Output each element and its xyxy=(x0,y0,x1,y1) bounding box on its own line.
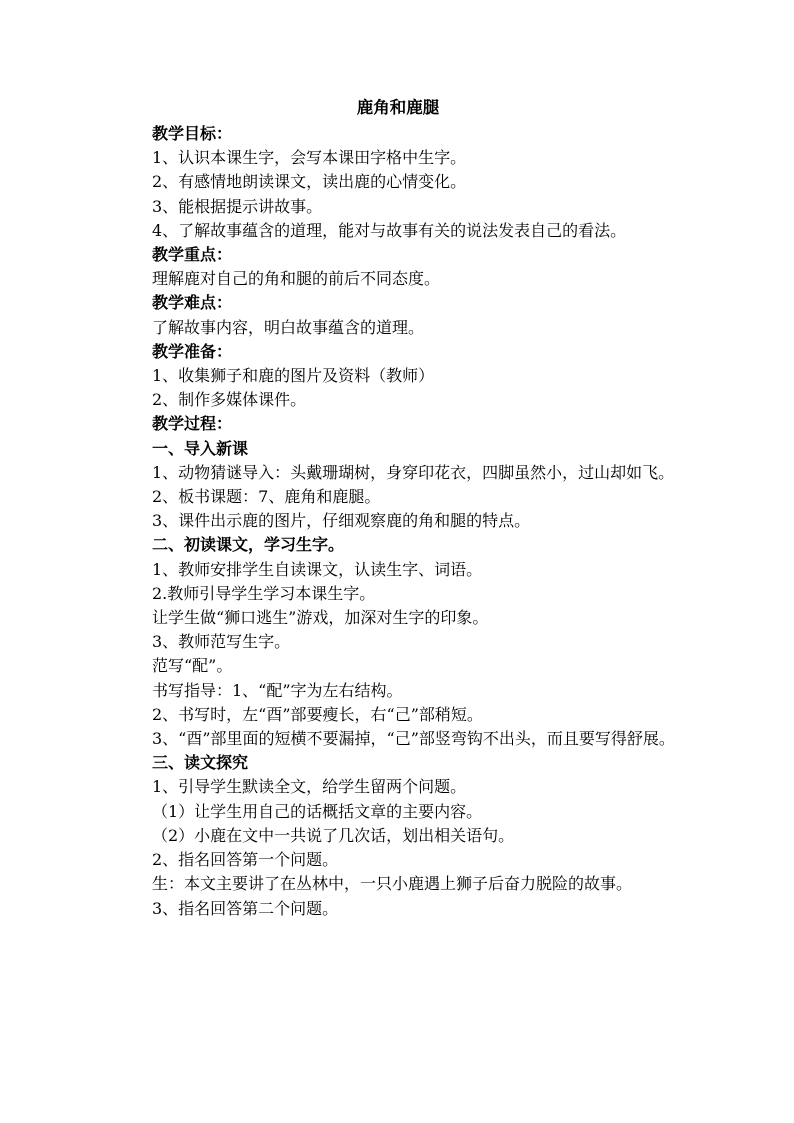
paragraph-line: 理解鹿对自己的角和腿的前后不同态度。 xyxy=(152,269,441,289)
paragraph-line: 2、板书课题：7、鹿角和鹿腿。 xyxy=(152,487,381,507)
paragraph-line: 书写指导：1、“配”字为左右结构。 xyxy=(152,680,403,700)
section-heading: 教学准备： xyxy=(152,341,233,361)
section-heading: 教学难点： xyxy=(152,293,233,313)
paragraph-line: 1、动物猜谜导入：头戴珊瑚树，身穿印花衣，四脚虽然小，过山却如飞。 xyxy=(152,462,675,482)
paragraph-line: 范写“配”。 xyxy=(152,656,233,676)
paragraph-line: 3、指名回答第二个问题。 xyxy=(152,898,339,918)
paragraph-line: 1、教师安排学生自读课文，认读生字、词语。 xyxy=(152,559,483,579)
section-heading: 一、导入新课 xyxy=(152,438,249,458)
paragraph-line: 1、引导学生默读全文，给学生留两个问题。 xyxy=(152,777,467,797)
section-heading: 二、初读课文，学习生字。 xyxy=(152,535,345,555)
document-title: 鹿角和鹿腿 xyxy=(356,98,440,117)
section-heading: 教学过程： xyxy=(152,414,233,434)
section-heading: 教学重点： xyxy=(152,245,233,265)
paragraph-line: 2.教师引导学生学习本课生字。 xyxy=(152,583,376,603)
paragraph-line: 让学生做“狮口逃生”游戏，加深对生字的印象。 xyxy=(152,608,489,628)
paragraph-line: 3、能根据提示讲故事。 xyxy=(152,196,323,216)
paragraph-line: 2、指名回答第一个问题。 xyxy=(152,850,339,870)
paragraph-line: （1）让学生用自己的话概括文章的主要内容。 xyxy=(152,801,483,821)
paragraph-line: 3、教师范写生字。 xyxy=(152,632,291,652)
paragraph-line: 2、有感情地朗读课文，读出鹿的心情变化。 xyxy=(152,172,467,192)
paragraph-line: 1、收集狮子和鹿的图片及资料（教师） xyxy=(152,366,435,386)
document-body xyxy=(120,122,676,921)
section-heading: 教学目标： xyxy=(152,124,233,143)
paragraph-line: 4、了解故事蕴含的道理，能对与故事有关的说法发表自己的看法。 xyxy=(152,220,627,240)
section-heading: 三、读文探究 xyxy=(152,753,249,773)
paragraph-line: （2）小鹿在文中一共说了几次话，划出相关语句。 xyxy=(152,825,515,845)
paragraph-line: 1、认识本课生字，会写本课田字格中生字。 xyxy=(152,148,467,168)
paragraph-line: 2、书写时，左“酉”部要瘦长，右“己”部稍短。 xyxy=(152,704,483,724)
paragraph-line: 生：本文主要讲了在丛林中，一只小鹿遇上狮子后奋力脱险的故事。 xyxy=(152,874,633,894)
paragraph-line: 了解故事内容，明白故事蕴含的道理。 xyxy=(152,317,425,337)
paragraph-line: 3、“酉”部里面的短横不要漏掉，“己”部竖弯钩不出头，而且要写得舒展。 xyxy=(152,729,675,749)
document-page xyxy=(120,96,676,921)
paragraph-line: 3、课件出示鹿的图片，仔细观察鹿的角和腿的特点。 xyxy=(152,511,531,531)
paragraph-line: 2、制作多媒体课件。 xyxy=(152,390,307,410)
